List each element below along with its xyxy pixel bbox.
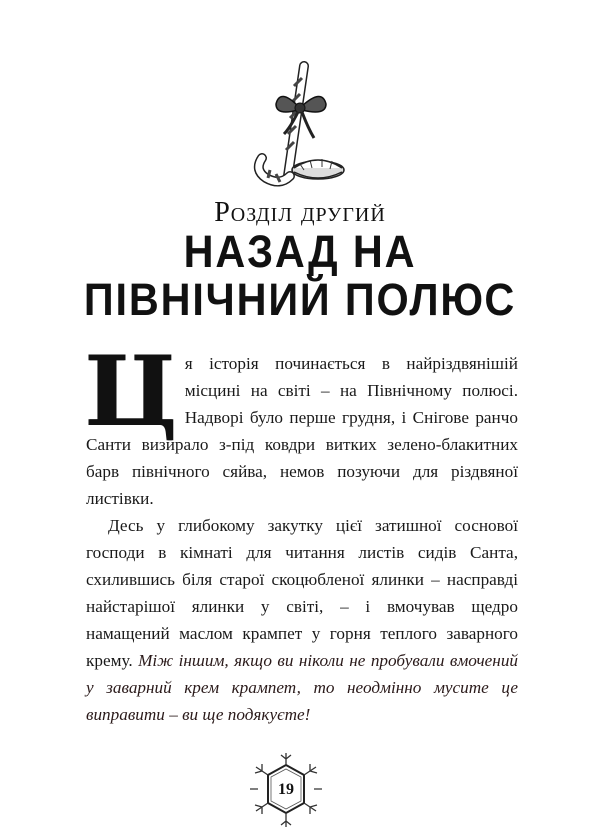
dropcap-letter: Ц <box>84 335 177 448</box>
paragraph-1-text: я історія починається в найріздвянішій місцині на світі – на Північному полюсі. Надворі було перше грудня, і Снігове ранчо Санти визирало з-під ковдри витких зелено-блакитних барв північного сяйва, немов позуючи для різдвяної листівки. <box>86 354 518 508</box>
chapter-title-line-2: ПІВНІЧНИЙ ПОЛЮС <box>83 274 517 325</box>
paragraph-2 <box>86 512 518 728</box>
paragraph-2-italic-note: Між іншим, якщо ви ніколи не пробували вмочений у заварний крем крампет, то неодмінно мусите це виправити – ви ще подякуєте! <box>86 651 519 724</box>
chapter-label: Розділ другий <box>214 197 386 228</box>
chapter-title-line-1: НАЗАД НА <box>183 226 417 277</box>
paragraph-2-text: Десь у глибокому закутку цієї затишної соснової господи в кімнаті для читання листів сидів Санта, схилившись біля старої скоцюбленої ялинки – насправді найстарішої ялинки у світі, – і вмочував щедро намащений маслом крампет у горня теплого заварного крему. <box>86 516 518 670</box>
paragraph-1 <box>84 335 518 512</box>
page-number: 19 <box>278 781 294 798</box>
body-text <box>84 335 519 728</box>
candy-cane-with-bow-and-pie-icon <box>232 48 362 188</box>
